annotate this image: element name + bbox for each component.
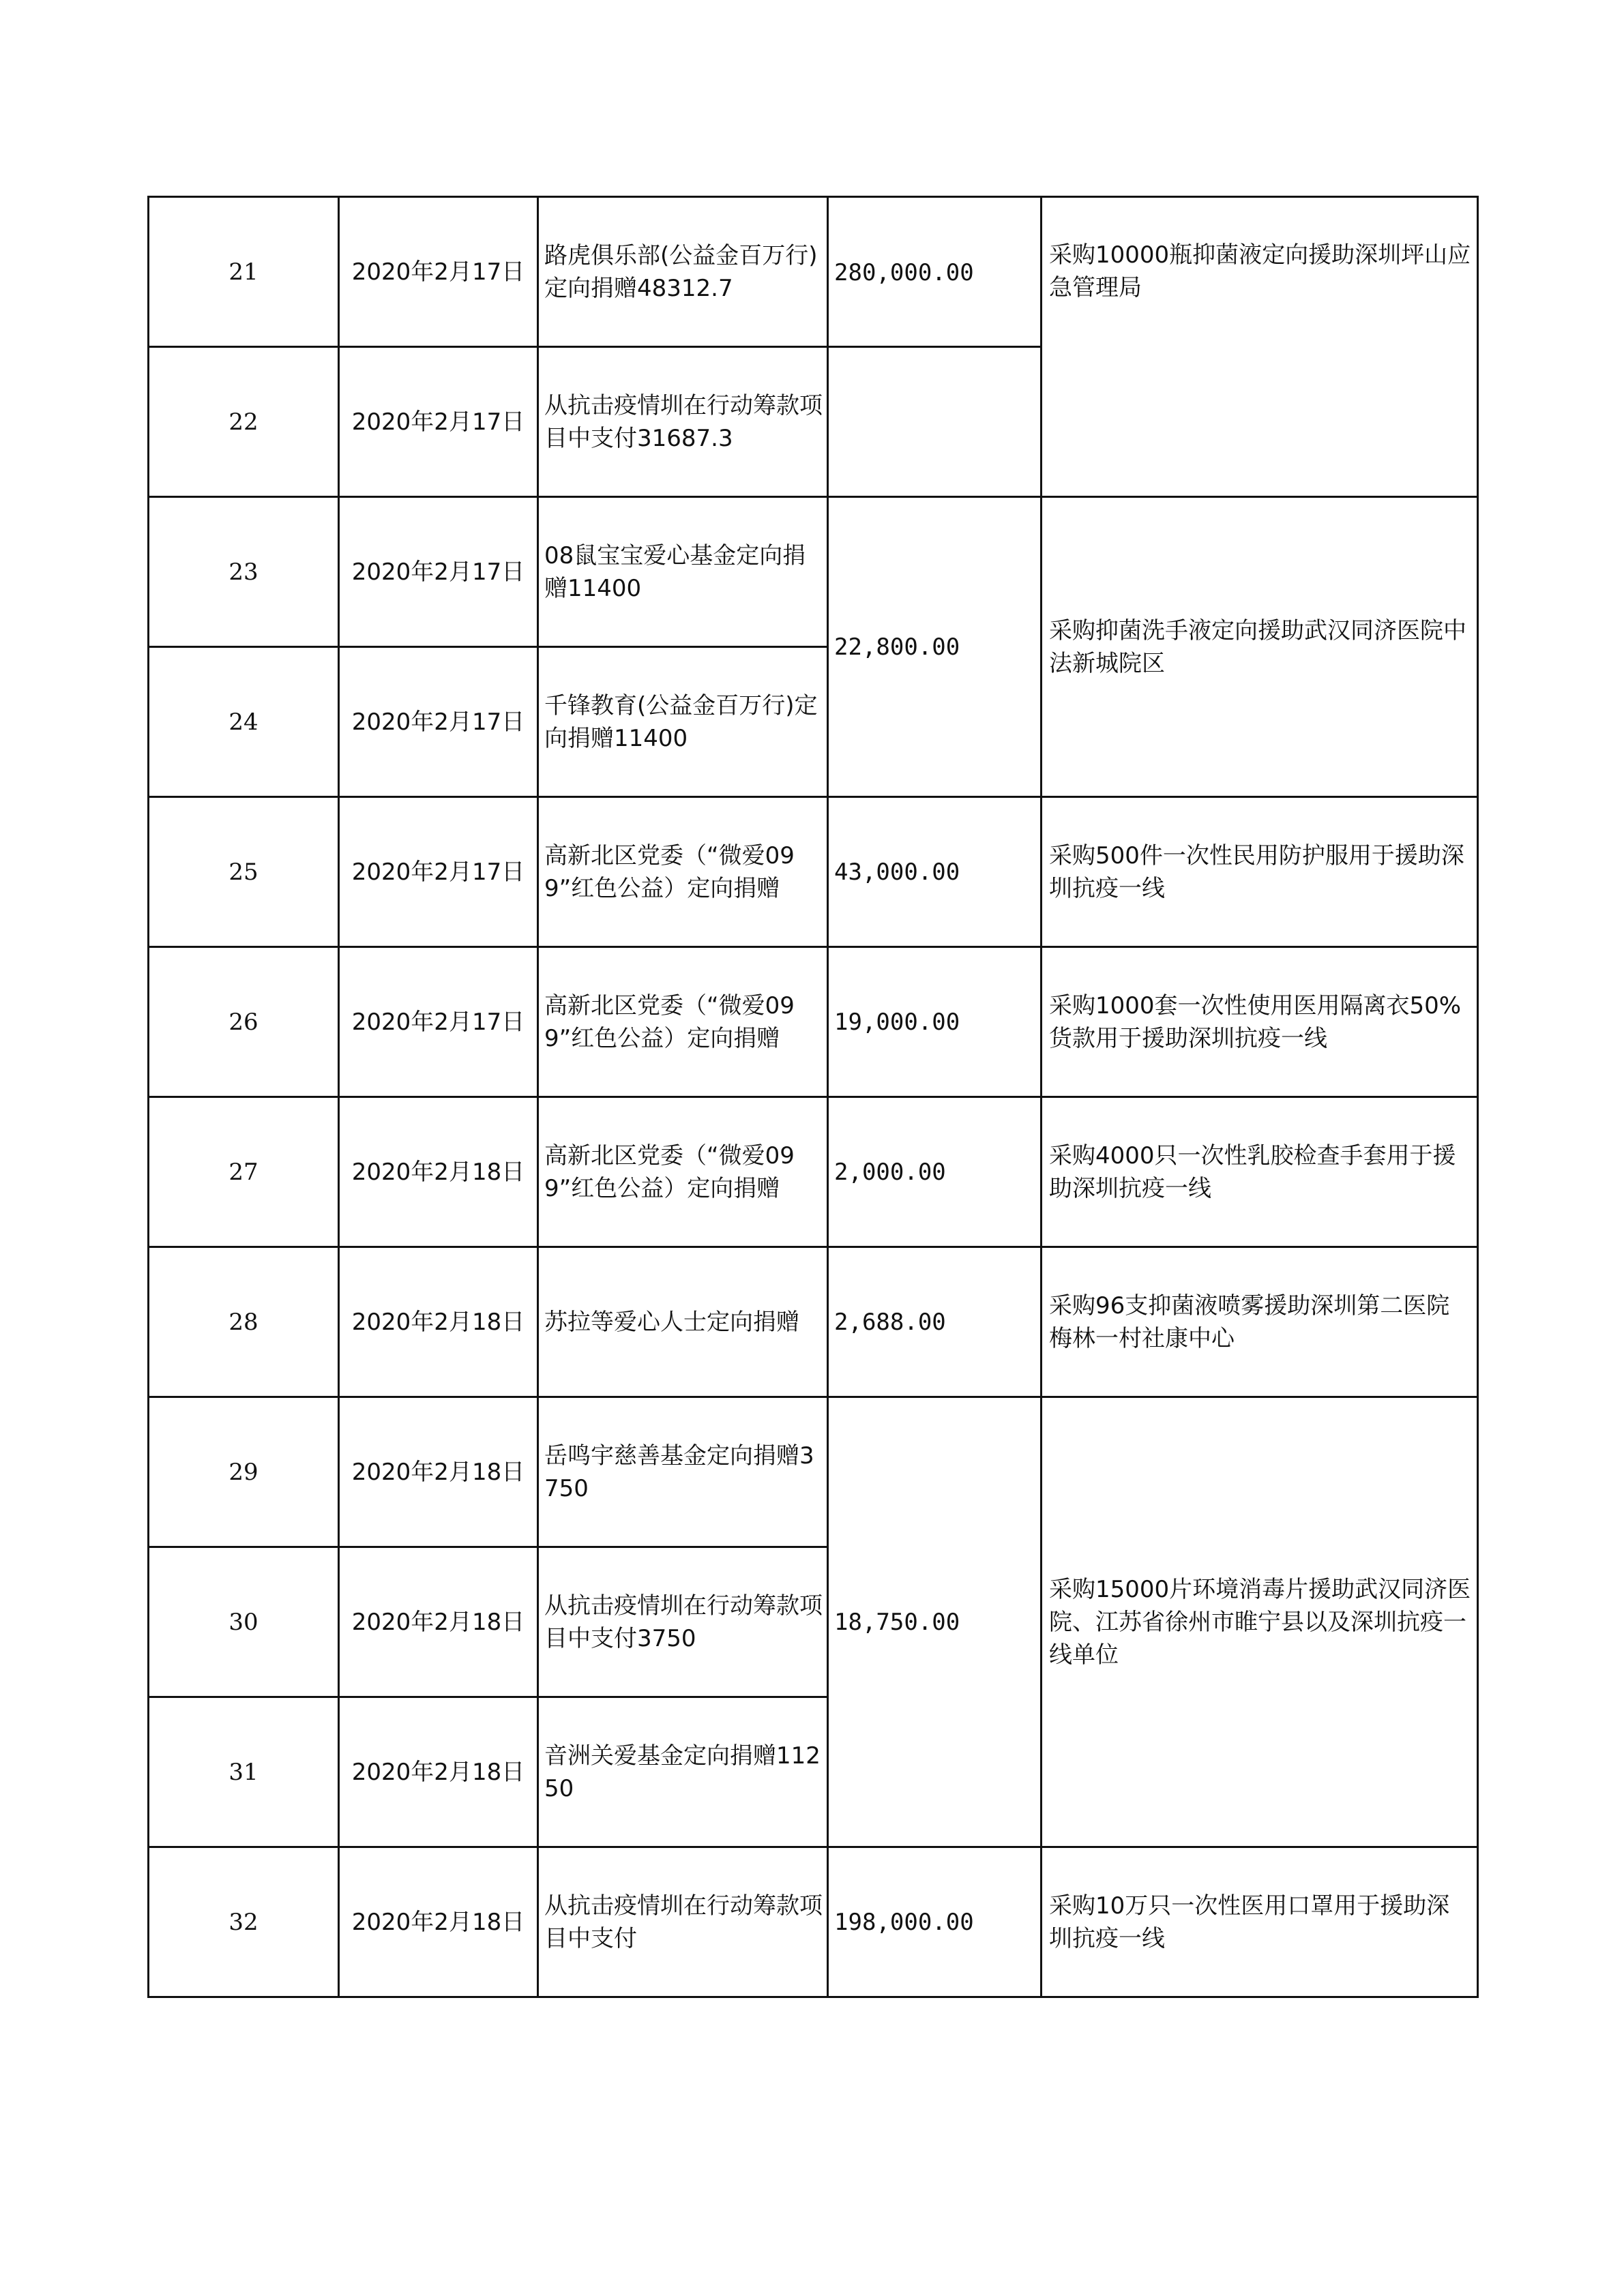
- row-purpose: 采购15000片环境消毒片援助武汉同济医院、江苏省徐州市睢宁县以及深圳抗疫一线单位: [1042, 1397, 1478, 1847]
- row-purpose: 采购1000套一次性使用医用隔离衣50%货款用于援助深圳抗疫一线: [1042, 947, 1478, 1097]
- row-date: 2020年2月17日: [339, 497, 538, 647]
- row-date: 2020年2月18日: [339, 1097, 538, 1247]
- table-row: [149, 197, 1478, 347]
- row-amount-empty: [828, 347, 1042, 497]
- row-number: 23: [149, 497, 339, 647]
- row-date: 2020年2月17日: [339, 797, 538, 947]
- row-amount: 18,750.00: [828, 1397, 1042, 1847]
- row-date: 2020年2月17日: [339, 647, 538, 797]
- row-number: 27: [149, 1097, 339, 1247]
- row-source: 高新北区党委（“微爱099”红色公益）定向捐赠: [538, 797, 828, 947]
- table-row: [149, 1247, 1478, 1397]
- row-date: 2020年2月18日: [339, 1397, 538, 1547]
- row-purpose: 采购10000瓶抑菌液定向援助深圳坪山应急管理局: [1042, 197, 1478, 497]
- row-number: 28: [149, 1247, 339, 1397]
- row-source: 高新北区党委（“微爱099”红色公益）定向捐赠: [538, 947, 828, 1097]
- row-source: 高新北区党委（“微爱099”红色公益）定向捐赠: [538, 1097, 828, 1247]
- row-amount: 198,000.00: [828, 1847, 1042, 1997]
- row-date: 2020年2月18日: [339, 1697, 538, 1847]
- row-date: 2020年2月18日: [339, 1247, 538, 1397]
- row-purpose: 采购10万只一次性医用口罩用于援助深圳抗疫一线: [1042, 1847, 1478, 1997]
- row-source: 千锋教育(公益金百万行)定向捐赠11400: [538, 647, 828, 797]
- row-date: 2020年2月18日: [339, 1847, 538, 1997]
- row-number: 29: [149, 1397, 339, 1547]
- table-row: [149, 1847, 1478, 1997]
- row-amount: 2,688.00: [828, 1247, 1042, 1397]
- row-amount: 19,000.00: [828, 947, 1042, 1097]
- row-source: 岳鸣宇慈善基金定向捐赠3750: [538, 1397, 828, 1547]
- row-source: 08鼠宝宝爱心基金定向捐赠11400: [538, 497, 828, 647]
- row-number: 30: [149, 1547, 339, 1697]
- row-amount: 22,800.00: [828, 497, 1042, 797]
- row-purpose: 采购抑菌洗手液定向援助武汉同济医院中法新城院区: [1042, 497, 1478, 797]
- row-source: 苏拉等爱心人士定向捐赠: [538, 1247, 828, 1397]
- row-purpose: 采购500件一次性民用防护服用于援助深圳抗疫一线: [1042, 797, 1478, 947]
- table-row: [149, 947, 1478, 1097]
- row-source: 从抗击疫情圳在行动筹款项目中支付31687.3: [538, 347, 828, 497]
- row-number: 22: [149, 347, 339, 497]
- row-number: 26: [149, 947, 339, 1097]
- row-number: 25: [149, 797, 339, 947]
- row-number: 32: [149, 1847, 339, 1997]
- row-amount: 43,000.00: [828, 797, 1042, 947]
- table-row: [149, 797, 1478, 947]
- table-row: [149, 1097, 1478, 1247]
- row-number: 31: [149, 1697, 339, 1847]
- row-amount: 280,000.00: [828, 197, 1042, 347]
- row-date: 2020年2月17日: [339, 197, 538, 347]
- row-source: 音洲关爱基金定向捐赠11250: [538, 1697, 828, 1847]
- row-number: 24: [149, 647, 339, 797]
- row-purpose: 采购4000只一次性乳胶检查手套用于援助深圳抗疫一线: [1042, 1097, 1478, 1247]
- row-date: 2020年2月18日: [339, 1547, 538, 1697]
- donation-expenditure-table: [147, 196, 1479, 1998]
- row-source: 路虎俱乐部(公益金百万行)定向捐赠48312.7: [538, 197, 828, 347]
- row-number: 21: [149, 197, 339, 347]
- table-row: [149, 1397, 1478, 1547]
- row-purpose: 采购96支抑菌液喷雾援助深圳第二医院梅林一村社康中心: [1042, 1247, 1478, 1397]
- row-date: 2020年2月17日: [339, 347, 538, 497]
- table-row: [149, 497, 1478, 647]
- row-source: 从抗击疫情圳在行动筹款项目中支付3750: [538, 1547, 828, 1697]
- row-amount: 2,000.00: [828, 1097, 1042, 1247]
- row-date: 2020年2月17日: [339, 947, 538, 1097]
- row-source: 从抗击疫情圳在行动筹款项目中支付: [538, 1847, 828, 1997]
